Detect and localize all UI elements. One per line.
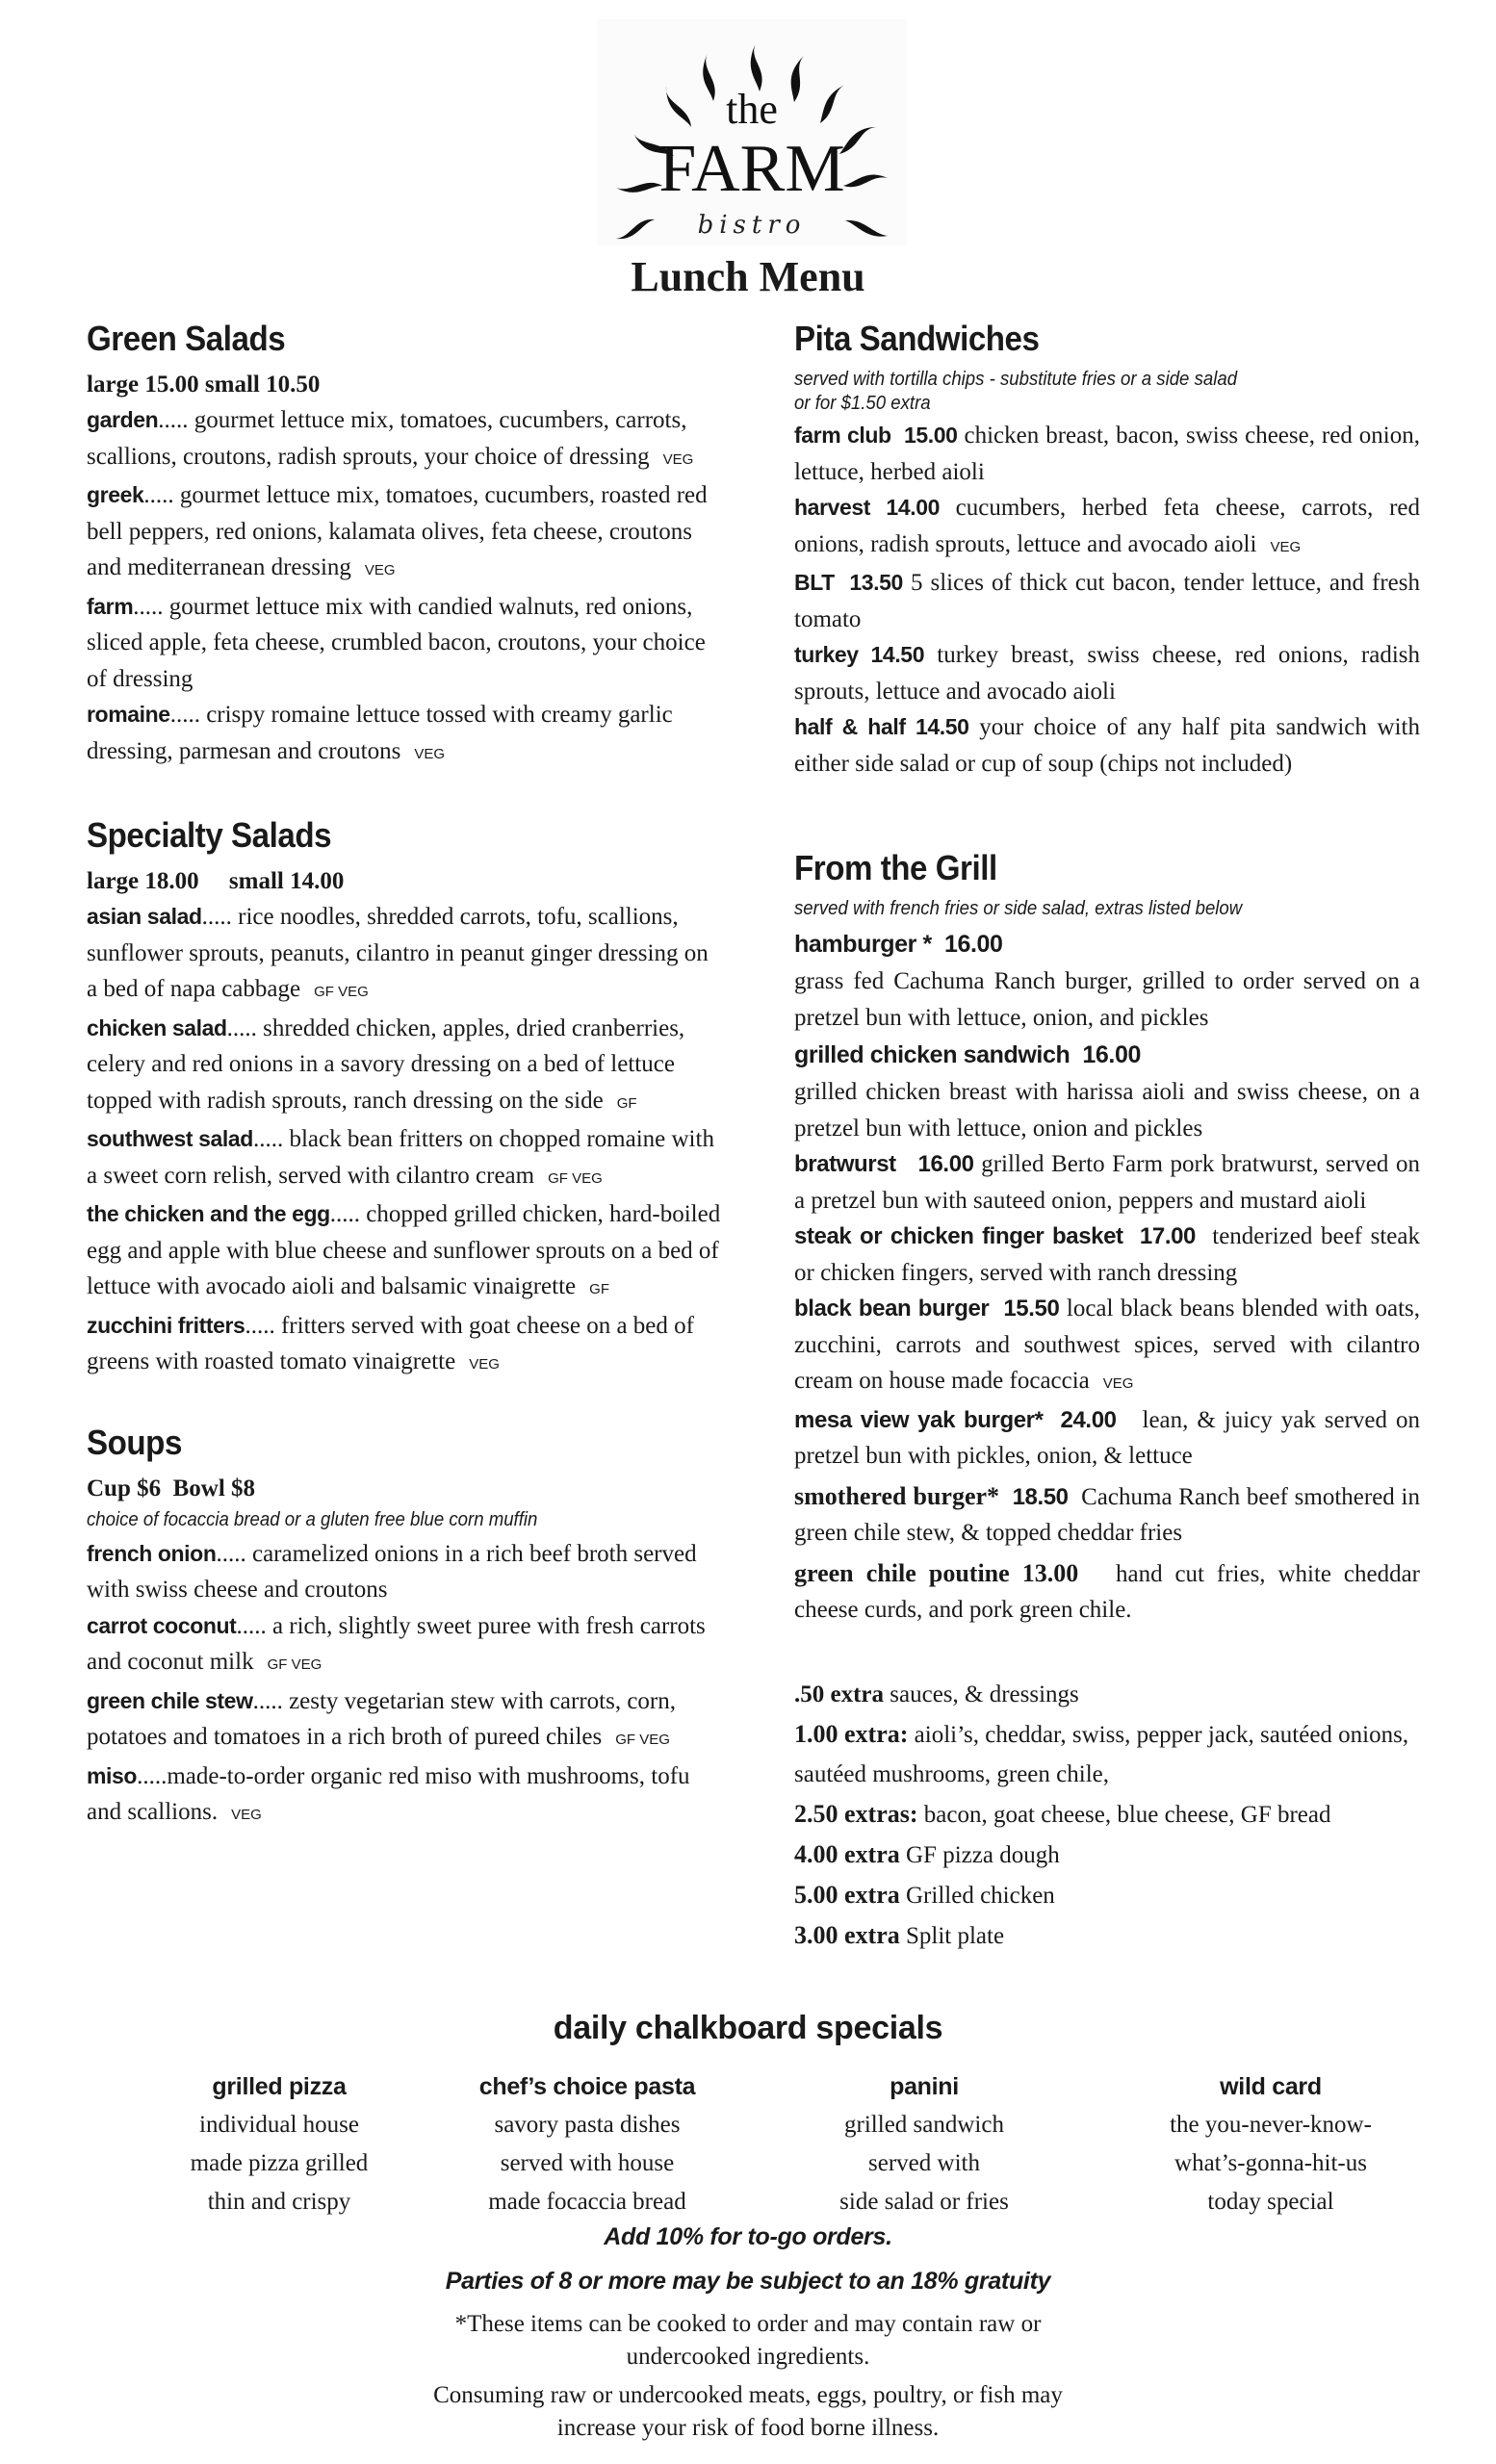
- page-title: Lunch Menu: [631, 253, 865, 300]
- extra-price-label: 1.00 extra:: [794, 1719, 909, 1748]
- menu-item: [87, 1308, 722, 1383]
- item-name: chicken salad: [87, 1014, 227, 1040]
- special-column: [1126, 2067, 1415, 2221]
- menu-item: [794, 418, 1427, 490]
- dietary-tag: GF VEG: [615, 1732, 670, 1748]
- item-name: greek: [87, 482, 144, 507]
- item-name: green chile poutine 13.00: [794, 1558, 1079, 1587]
- section-title: Green Salads: [87, 319, 286, 358]
- item-description: ..... gourmet lettuce mix, tomatoes, cucumbers, carrots, scallions, croutons, radish sprouts, your choice of dressing: [87, 407, 693, 470]
- dietary-tag: VEG: [469, 1356, 500, 1373]
- specials-title: daily chalkboard specials: [553, 2010, 943, 2046]
- item-description: ..... black bean fritters on chopped romaine with a sweet corn relish, served with cilantro cream: [87, 1126, 721, 1189]
- menu-item: [87, 1196, 727, 1308]
- item-name: harvest 14.00: [794, 495, 940, 520]
- section-title: Pita Sandwiches: [794, 319, 1040, 358]
- item-description: 5 slices of thick cut bacon, tender lettuce, and fresh tomato: [794, 570, 1427, 632]
- extra-description: GF pizza dough: [899, 1841, 1060, 1868]
- item-name: zucchini fritters: [87, 1312, 245, 1338]
- item-name: half & half 14.50: [794, 714, 969, 739]
- item-description: ..... fritters served with goat cheese on a bed of greens with roasted tomato vinaigrette: [87, 1312, 701, 1374]
- extra-price-label: 3.00 extra: [794, 1920, 900, 1949]
- section-note-line2: or for $1.50 extra: [794, 393, 931, 414]
- item-description: ..... a rich, slightly sweet puree with fresh carrots and coconut milk: [87, 1612, 712, 1675]
- warning-line2: increase your risk of food borne illness.: [556, 2415, 940, 2441]
- extra-line: [794, 1835, 1420, 1875]
- item-description: ..... gourmet lettuce mix with candied walnuts, red onions, sliced apple, feta cheese, crumbled bacon, croutons, your choice of dressing: [87, 593, 712, 692]
- item-name: carrot coconut: [87, 1612, 237, 1638]
- item-name: romaine: [87, 702, 170, 727]
- warning-line1: Consuming raw or undercooked meats, eggs, poultry, or fish may: [433, 2382, 1063, 2408]
- menu-item: [794, 1555, 1427, 1629]
- item-description: ..... caramelized onions in a rich beef broth served with swiss cheese and croutons: [87, 1540, 703, 1603]
- item-description: ..... crispy romaine lettuce tossed with creamy garlic dressing, parmesan and croutons: [87, 702, 679, 764]
- item-name: farm club 15.00: [794, 423, 958, 448]
- section-prices: Cup $6 Bowl $8: [87, 1475, 256, 1502]
- special-column: [135, 2067, 424, 2221]
- special-description-line: what’s-gonna-hit-us: [1174, 2150, 1367, 2176]
- special-description-line: grilled sandwich: [844, 2112, 1004, 2138]
- special-description-line: the you-never-know-: [1170, 2112, 1372, 2138]
- item-name: miso: [87, 1762, 138, 1788]
- menu-item: [794, 1478, 1427, 1552]
- item-name: 18.50: [999, 1483, 1069, 1510]
- item-name: southwest salad: [87, 1126, 253, 1151]
- right-column: [794, 316, 1427, 1956]
- item-description: ..... rice noodles, shredded carrots, tofu, scallions, sunflower sprouts, peanuts, cilantro in peanut ginger dressing on a bed of napa cabbage: [87, 904, 714, 1002]
- item-name: black bean burger 15.50: [794, 1296, 1060, 1322]
- item-description: local black beans blended with oats, zucchini, carrots and southwest spices, served with cilantro cream on house made focaccia: [794, 1296, 1427, 1394]
- item-name: hamburger * 16.00: [794, 931, 1003, 958]
- left-column: [87, 316, 727, 1834]
- menu-item: [87, 589, 722, 698]
- menu-item: [794, 1402, 1427, 1475]
- logo-the: the: [726, 86, 778, 133]
- item-name: asian salad: [87, 904, 202, 929]
- special-description-line: made pizza grilled: [190, 2150, 369, 2176]
- extra-price-label: .50 extra: [794, 1681, 885, 1707]
- extra-description: Split plate: [899, 1922, 1005, 1949]
- item-description: cucumbers, herbed feta cheese, carrots, red onions, radish sprouts, lettuce and avocado aioli: [794, 495, 1427, 557]
- extra-description: bacon, goat cheese, blue cheese, GF bread: [917, 1801, 1331, 1828]
- item-description: Cachuma Ranch beef smothered in green chile stew, & topped cheddar fries: [794, 1483, 1427, 1546]
- extra-line: [794, 1675, 1420, 1714]
- item-description: grilled chicken breast with harissa aioli and swiss cheese, on a pretzel bun with lettuce, onion and pickles: [794, 1079, 1427, 1142]
- item-description: turkey breast, swiss cheese, red onions, radish sprouts, lettuce and avocado aioli: [794, 642, 1427, 705]
- sun-rays-logo-icon: [597, 19, 907, 245]
- item-description: ..... zesty vegetarian stew with carrots, corn, potatoes and tomatoes in a rich broth of pureed chiles: [87, 1687, 683, 1750]
- special-name: grilled pizza: [212, 2073, 347, 2100]
- specialty-salads-section: [87, 812, 727, 1383]
- section-note: choice of focaccia bread or a gluten free blue corn muffin: [87, 1508, 538, 1530]
- item-name: farm: [87, 593, 134, 619]
- item-description: hand cut fries, white cheddar cheese curds, and pork green chile.: [794, 1560, 1427, 1623]
- item-description: tenderized beef steak or chicken fingers, served with ranch dressing: [794, 1223, 1427, 1286]
- special-name: wild card: [1220, 2073, 1322, 2100]
- togo-note: Add 10% for to-go orders.: [604, 2223, 892, 2250]
- menu-item: [87, 697, 722, 772]
- dietary-tag: VEG: [414, 745, 445, 762]
- item-description: .....made-to-order organic red miso with mushrooms, tofu and scallions.: [87, 1762, 696, 1825]
- special-description-line: savory pasta dishes: [494, 2112, 681, 2138]
- special-description-line: served with house: [500, 2150, 675, 2176]
- menu-item: [87, 1011, 722, 1122]
- extras-list: [794, 1675, 1420, 1956]
- section-note: served with french fries or side salad, extras listed below: [794, 898, 1243, 919]
- menu-item: [87, 1683, 722, 1758]
- menu-item: [87, 477, 722, 589]
- section-prices: large 15.00 small 10.50: [87, 372, 321, 398]
- extra-line: [794, 1794, 1420, 1835]
- item-name: steak or chicken finger basket 17.00: [794, 1223, 1196, 1249]
- menu-item: [87, 1758, 722, 1834]
- item-name: smothered burger*: [794, 1481, 1000, 1510]
- special-name: chef’s choice pasta: [478, 2073, 696, 2100]
- item-name: garden: [87, 407, 159, 432]
- menu-item: [794, 925, 1427, 1036]
- menu-item: [87, 1121, 722, 1196]
- extra-description: aioli’s, cheddar, swiss, pepper jack, sautéed onions, sautéed mushrooms, green chile,: [794, 1721, 1409, 1787]
- dietary-tag: GF VEG: [548, 1169, 603, 1187]
- pita-sandwiches-section: [794, 316, 1427, 782]
- item-name: the chicken and the egg: [87, 1201, 330, 1226]
- menu-item: [794, 709, 1427, 782]
- menu-item: [794, 1036, 1427, 1146]
- special-name: panini: [890, 2073, 959, 2100]
- item-name: bratwurst 16.00: [794, 1151, 974, 1177]
- special-description-line: made focaccia bread: [488, 2189, 686, 2215]
- logo-farm: FARM: [658, 132, 845, 206]
- menu-item: [87, 402, 722, 477]
- dietary-tag: VEG: [1102, 1375, 1134, 1392]
- section-title: Soups: [87, 1422, 182, 1462]
- menu-item: [794, 1291, 1427, 1402]
- soups-section: [87, 1420, 722, 1834]
- menu-item: [87, 1608, 722, 1683]
- special-description-line: today special: [1207, 2189, 1334, 2215]
- raw-note-line2: undercooked ingredients.: [626, 2344, 870, 2370]
- green-salads-section: [87, 316, 722, 772]
- item-description: your choice of any half pita sandwich with either side salad or cup of soup (chips not included): [794, 714, 1427, 777]
- menu-item: [87, 1536, 722, 1608]
- menu-item: [794, 490, 1427, 565]
- item-description: grilled Berto Farm pork bratwurst, served on a pretzel bun with sauteed onion, peppers and mustard aioli: [794, 1151, 1427, 1214]
- extra-price-label: 5.00 extra: [794, 1880, 900, 1909]
- extra-price-label: 2.50 extras:: [794, 1799, 918, 1828]
- extra-price-label: 4.00 extra: [794, 1839, 900, 1868]
- menu-item: [794, 637, 1427, 709]
- section-title: Specialty Salads: [87, 815, 332, 855]
- dietary-tag: GF: [616, 1094, 637, 1112]
- section-title: From the Grill: [794, 848, 997, 887]
- item-name: mesa view yak burger* 24.00: [794, 1406, 1117, 1433]
- extra-line: [794, 1714, 1420, 1794]
- dietary-tag: VEG: [231, 1807, 262, 1823]
- menu-item: [794, 1219, 1427, 1291]
- item-description: ..... shredded chicken, apples, dried cranberries, celery and red onions in a savory dressing on a bed of lettuce topped with radish sprouts, ranch dressing on the side: [87, 1014, 691, 1114]
- item-name: turkey 14.50: [794, 642, 925, 667]
- from-the-grill-section: [794, 845, 1427, 1629]
- special-description-line: thin and crispy: [207, 2189, 351, 2215]
- item-name: french onion: [87, 1540, 217, 1566]
- item-name: green chile stew: [87, 1687, 253, 1713]
- item-description: chicken breast, bacon, swiss cheese, red onion, lettuce, herbed aioli: [794, 423, 1427, 485]
- section-prices: large 18.00 small 14.00: [87, 868, 345, 894]
- farm-bistro-logo: [597, 19, 907, 245]
- special-column: [780, 2067, 1069, 2221]
- dietary-tag: GF: [589, 1281, 609, 1297]
- dietary-tag: VEG: [662, 450, 694, 468]
- item-description: ..... chopped grilled chicken, hard-boiled egg and apple with blue cheese and sunflower sprouts on a bed of lettuce with avocado aioli and balsamic vinaigrette: [87, 1201, 727, 1299]
- gratuity-note: Parties of 8 or more may be subject to an 18% gratuity: [445, 2268, 1051, 2295]
- menu-item: [794, 565, 1427, 637]
- menu-item: [87, 899, 722, 1011]
- item-name: BLT 13.50: [794, 570, 903, 595]
- extra-line: [794, 1915, 1420, 1956]
- menu-item: [794, 1146, 1427, 1219]
- dietary-tag: VEG: [1270, 538, 1302, 555]
- item-name: grilled chicken sandwich 16.00: [794, 1041, 1141, 1068]
- extra-line: [794, 1875, 1420, 1915]
- raw-note-line1: *These items can be cooked to order and may contain raw or: [454, 2311, 1042, 2337]
- section-note-line1: served with tortilla chips - substitute fries or a side salad: [794, 369, 1238, 390]
- extra-description: Grilled chicken: [899, 1882, 1055, 1909]
- item-description: grass fed Cachuma Ranch burger, grilled to order served on a pretzel bun with lettuce, onion, and pickles: [794, 968, 1427, 1031]
- item-description: ..... gourmet lettuce mix, tomatoes, cucumbers, roasted red bell peppers, red onions, kalamata olives, feta cheese, croutons and mediterranean dressing: [87, 482, 713, 580]
- special-description-line: served with: [868, 2150, 980, 2176]
- dietary-tag: GF VEG: [314, 984, 369, 1000]
- item-description: lean, & juicy yak served on pretzel bun with pickles, onion, & lettuce: [794, 1406, 1427, 1469]
- dietary-tag: VEG: [364, 562, 396, 578]
- special-description-line: side salad or fries: [839, 2189, 1009, 2215]
- logo-bistro: bistro: [697, 211, 807, 240]
- dietary-tag: GF VEG: [267, 1656, 322, 1673]
- special-column: [443, 2067, 732, 2221]
- extra-description: sauces, & dressings: [884, 1681, 1079, 1707]
- special-description-line: individual house: [199, 2112, 359, 2138]
